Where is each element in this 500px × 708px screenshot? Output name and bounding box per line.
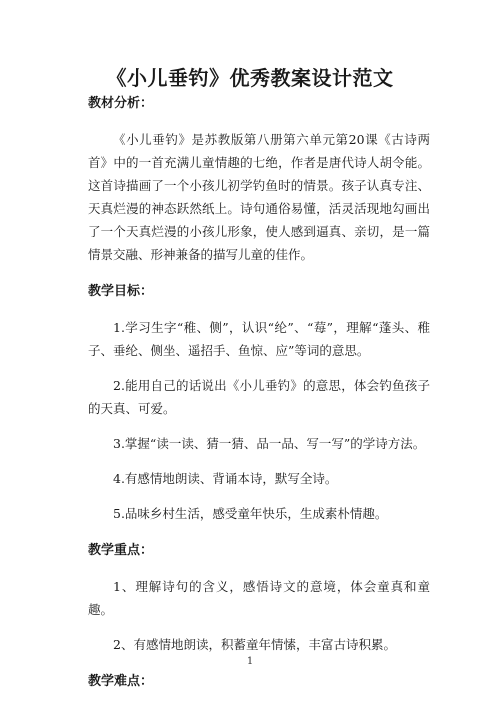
section-heading-difficulties: 教学难点： — [88, 674, 154, 689]
page-number: 1 — [246, 656, 254, 667]
goal-item: 1.学习生字“稚、侧”，认识“纶”、“莓”，理解“蓬头、稚子、垂纶、侧坐、遥招手、鱼惊、应”等词的意思。 — [88, 320, 430, 358]
section-heading-analysis: 教材分析： — [88, 96, 154, 111]
document-title: 《小儿垂钓》优秀教案设计范文 — [106, 66, 394, 90]
goal-item: 3.掌握“读一读、猜一猜、品一品、写一写”的学诗方法。 — [113, 436, 426, 451]
key-point-item: 2、有感情地朗读，积蓄童年情愫，丰富古诗积累。 — [113, 637, 396, 652]
goal-item: 5.品味乡村生活，感受童年快乐，生成素朴情趣。 — [113, 506, 388, 521]
section-heading-key-points: 教学重点： — [88, 543, 154, 558]
document-content — [88, 94, 430, 692]
key-point-item: 1、理解诗句的含义，感悟诗文的意境，体会童真和童趣。 — [88, 579, 430, 617]
analysis-paragraph: 《小儿垂钓》是苏教版第八册第六单元第20课《古诗两首》中的一首充满儿童情趣的七绝，作者是唐代诗人胡令能。这首诗描画了一个小孩儿初学钓鱼时的情景。孩子认真专注、天真烂漫的神态跃然纸上。诗句通俗易懂，活灵活现地勾画出了一个天真烂漫的小孩儿形象，使人感到逼真、亲切，是一篇情景交融、形神兼备的描写儿童的佳作。 — [88, 132, 430, 262]
goal-item: 2.能用自己的话说出《小儿垂钓》的意思，体会钓鱼孩子的天真、可爱。 — [88, 378, 430, 416]
section-heading-goals: 教学目标： — [88, 284, 154, 299]
goal-item: 4.有感情地朗读、背诵本诗，默写全诗。 — [113, 471, 338, 486]
